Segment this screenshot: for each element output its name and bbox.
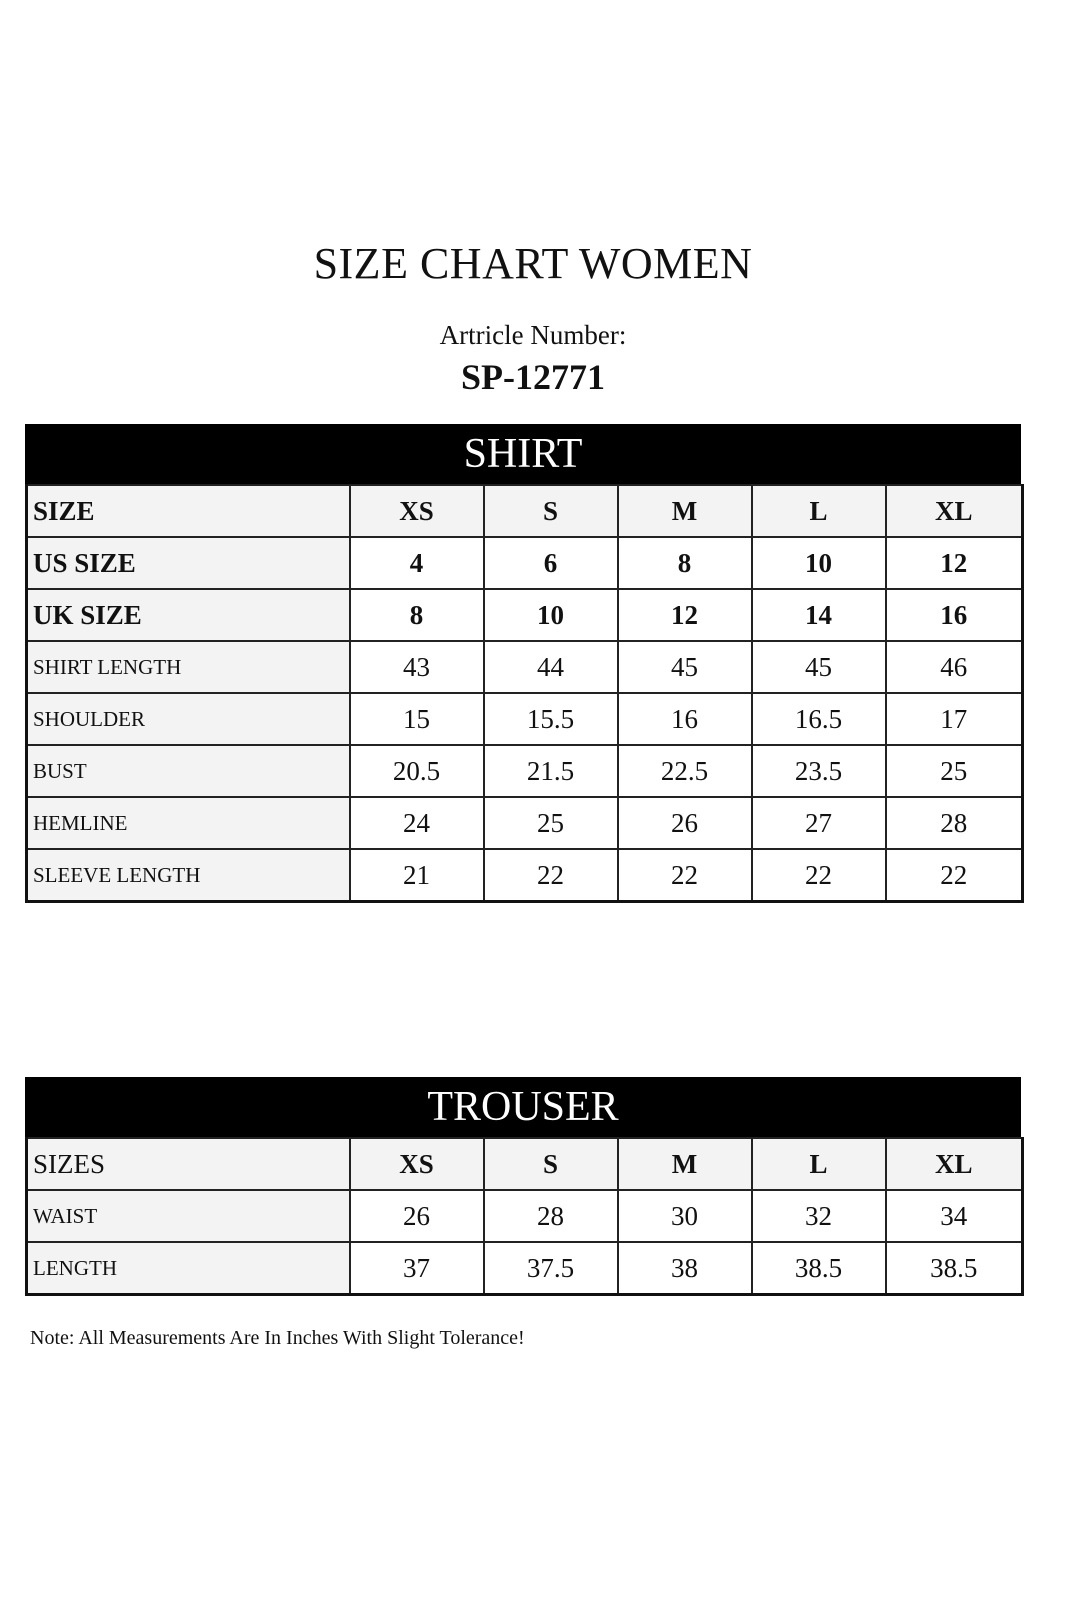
table-cell: 21 bbox=[350, 849, 484, 902]
row-label: WAIST bbox=[27, 1190, 350, 1242]
row-label: SHOULDER bbox=[27, 693, 350, 745]
table-cell: 15 bbox=[350, 693, 484, 745]
table-cell: 10 bbox=[752, 537, 886, 589]
row-label: LENGTH bbox=[27, 1242, 350, 1295]
row-label: UK SIZE bbox=[27, 589, 350, 641]
page-title: SIZE CHART WOMEN bbox=[313, 239, 753, 288]
table-cell: 45 bbox=[618, 641, 752, 693]
table-cell: 34 bbox=[886, 1190, 1023, 1242]
size-header-cell: S bbox=[484, 485, 618, 537]
table-header-row bbox=[27, 485, 1023, 537]
table-cell: 22.5 bbox=[618, 745, 752, 797]
table-cell: 32 bbox=[752, 1190, 886, 1242]
table-cell: 25 bbox=[886, 745, 1023, 797]
table-header-row bbox=[27, 1138, 1023, 1190]
table-cell: 25 bbox=[484, 797, 618, 849]
row-label: BUST bbox=[27, 745, 350, 797]
table-cell: 43 bbox=[350, 641, 484, 693]
row-label: SHIRT LENGTH bbox=[27, 641, 350, 693]
table-cell: 38 bbox=[618, 1242, 752, 1295]
table-cell: 38.5 bbox=[752, 1242, 886, 1295]
table-cell: 26 bbox=[618, 797, 752, 849]
size-header-cell: M bbox=[618, 1138, 752, 1190]
trouser-heading: TROUSER bbox=[25, 1077, 1021, 1137]
table-cell: 20.5 bbox=[350, 745, 484, 797]
table-cell: 17 bbox=[886, 693, 1023, 745]
row-label: SLEEVE LENGTH bbox=[27, 849, 350, 902]
table-cell: 22 bbox=[618, 849, 752, 902]
row-label: SIZES bbox=[27, 1138, 350, 1190]
table-cell: 14 bbox=[752, 589, 886, 641]
size-header-cell: L bbox=[752, 485, 886, 537]
table-cell: 38.5 bbox=[886, 1242, 1023, 1295]
row-label: HEMLINE bbox=[27, 797, 350, 849]
table-cell: 16 bbox=[618, 693, 752, 745]
table-cell: 10 bbox=[484, 589, 618, 641]
table-cell: 4 bbox=[350, 537, 484, 589]
table-row bbox=[27, 1190, 1023, 1242]
table-row bbox=[27, 1242, 1023, 1295]
table-cell: 15.5 bbox=[484, 693, 618, 745]
table-cell: 6 bbox=[484, 537, 618, 589]
table-cell: 12 bbox=[886, 537, 1023, 589]
table-cell: 8 bbox=[618, 537, 752, 589]
table-cell: 28 bbox=[484, 1190, 618, 1242]
size-header-cell: XS bbox=[350, 485, 484, 537]
table-cell: 45 bbox=[752, 641, 886, 693]
table-cell: 26 bbox=[350, 1190, 484, 1242]
table-row bbox=[27, 849, 1023, 902]
table-cell: 16.5 bbox=[752, 693, 886, 745]
table-cell: 37.5 bbox=[484, 1242, 618, 1295]
table-cell: 44 bbox=[484, 641, 618, 693]
table-cell: 22 bbox=[752, 849, 886, 902]
table-row bbox=[27, 641, 1023, 693]
table-cell: 46 bbox=[886, 641, 1023, 693]
table-cell: 12 bbox=[618, 589, 752, 641]
table-cell: 8 bbox=[350, 589, 484, 641]
size-header-cell: XL bbox=[886, 1138, 1023, 1190]
table-cell: 21.5 bbox=[484, 745, 618, 797]
shirt-heading: SHIRT bbox=[25, 424, 1021, 484]
table-row bbox=[27, 797, 1023, 849]
table-row bbox=[27, 745, 1023, 797]
row-label: SIZE bbox=[27, 485, 350, 537]
table-cell: 37 bbox=[350, 1242, 484, 1295]
size-header-cell: XS bbox=[350, 1138, 484, 1190]
trouser-size-section bbox=[25, 1077, 1021, 1296]
table-row bbox=[27, 589, 1023, 641]
table-cell: 27 bbox=[752, 797, 886, 849]
article-number: SP-12771 bbox=[461, 357, 605, 397]
size-header-cell: S bbox=[484, 1138, 618, 1190]
table-row bbox=[27, 693, 1023, 745]
shirt-size-table bbox=[25, 484, 1024, 903]
table-cell: 23.5 bbox=[752, 745, 886, 797]
table-cell: 30 bbox=[618, 1190, 752, 1242]
size-header-cell: L bbox=[752, 1138, 886, 1190]
table-cell: 28 bbox=[886, 797, 1023, 849]
trouser-size-table bbox=[25, 1137, 1024, 1296]
size-header-cell: M bbox=[618, 485, 752, 537]
table-cell: 24 bbox=[350, 797, 484, 849]
table-cell: 16 bbox=[886, 589, 1023, 641]
shirt-size-section bbox=[25, 424, 1021, 903]
size-header-cell: XL bbox=[886, 485, 1023, 537]
table-row bbox=[27, 537, 1023, 589]
table-cell: 22 bbox=[886, 849, 1023, 902]
table-cell: 22 bbox=[484, 849, 618, 902]
article-number-label: Artricle Number: bbox=[439, 320, 627, 350]
row-label: US SIZE bbox=[27, 537, 350, 589]
measurement-note: Note: All Measurements Are In Inches With Slight Tolerance! bbox=[30, 1327, 525, 1349]
